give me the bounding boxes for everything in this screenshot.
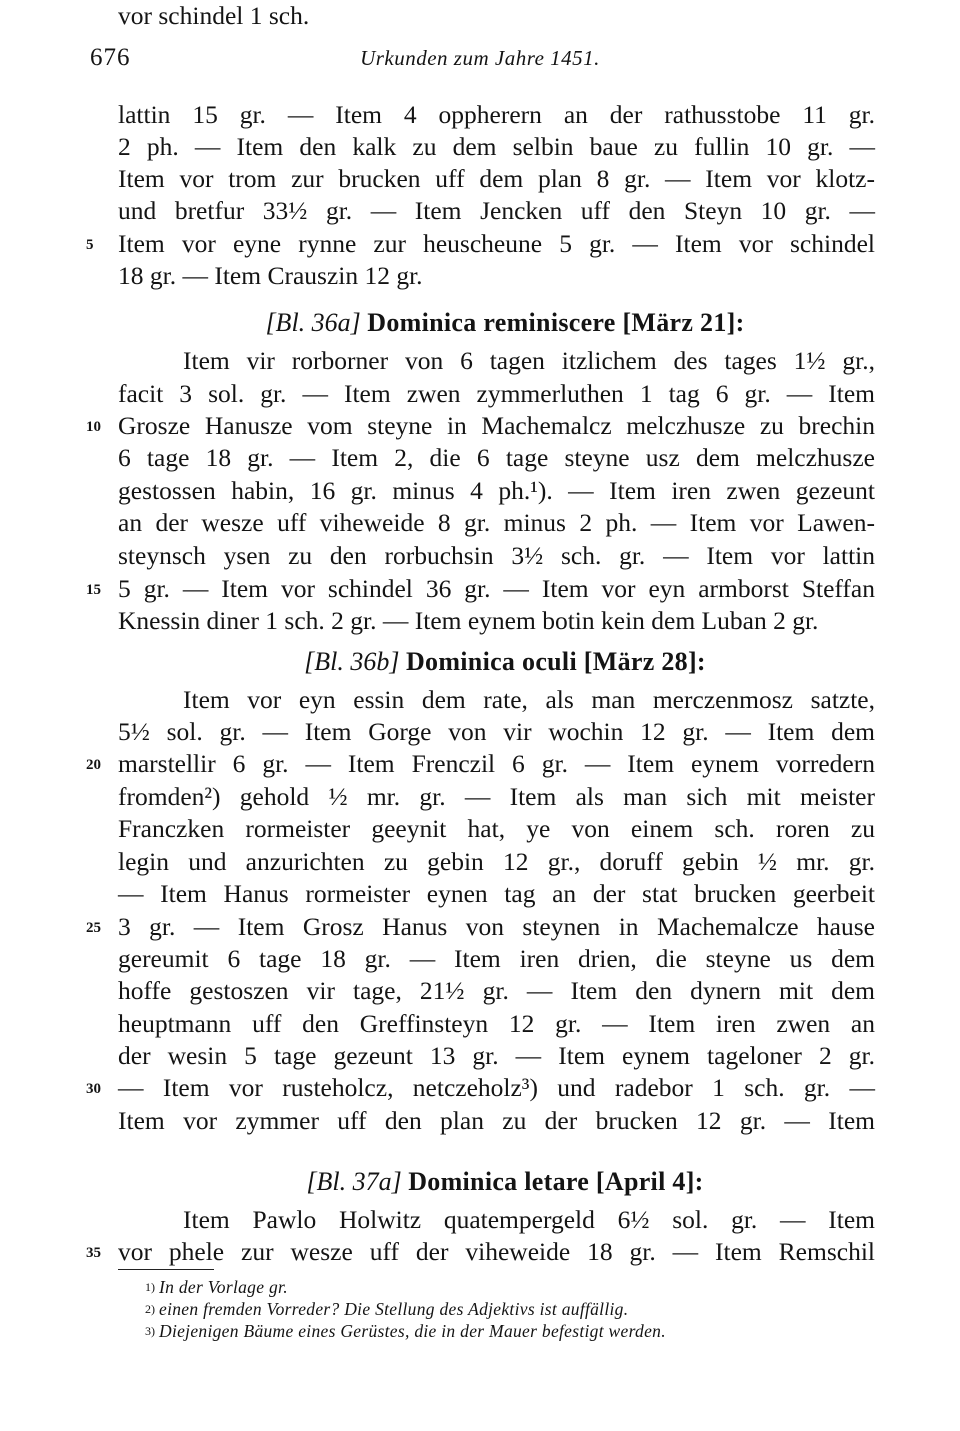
text-line: gereumit 6 tage 18 gr. — Item iren drien, die steyne us dem: [118, 944, 875, 973]
text-line: 5½ sol. gr. — Item Gorge von vir wochin 12 gr. — Item dem: [118, 717, 875, 746]
text-line: und bretfur 33½ gr. — Item Jencken uff den Steyn 10 gr. —: [118, 196, 875, 225]
text-line: 2 ph. — Item den kalk zu dem selbin baue zu fullin 10 gr. —: [118, 132, 875, 161]
section-title: Dominica oculi [März 28]:: [405, 647, 706, 676]
section-heading: [0, 306, 960, 340]
text-line: 6 tage 18 gr. — Item 2, die 6 tage steyne usz dem melczhusze: [118, 443, 875, 472]
text-line: Item vor zymmer uff den plan zu der brucken 12 gr. — Item: [118, 1106, 875, 1135]
section-heading: [0, 1165, 960, 1199]
text-line: Item Pawlo Holwitz quatempergeld 6½ sol. gr. — Item: [183, 1205, 875, 1234]
footnote: [145, 1320, 666, 1342]
text-line: der wesin 5 tage gezeunt 13 gr. — Item eynem tageloner 2 gr.: [118, 1041, 875, 1070]
footnote-text: Diejenigen Bäume eines Gerüstes, die in der Mauer befestigt werden.: [159, 1321, 666, 1341]
footnote-mark: 3): [145, 1324, 155, 1338]
text-line: hoffe gestoszen vir tage, 21½ gr. — Item den dynern mit dem: [118, 976, 875, 1005]
running-head: Urkunden zum Jahre 1451.: [360, 46, 600, 70]
text-line: Grosze Hanusze vom steyne in Machemalcz melczhusze zu brechin: [118, 411, 875, 440]
text-line: facit 3 sol. gr. — Item zwen zymmerluthen 1 tag 6 gr. — Item: [118, 379, 875, 408]
line-number: 10: [86, 419, 101, 435]
text-line: — Item Hanus rormeister eynen tag an der stat brucken geerbeit: [118, 879, 875, 908]
line-number: 5: [86, 237, 94, 253]
footnote-mark: 1): [145, 1280, 155, 1294]
text-line: Knessin diner 1 sch. 2 gr. — Item eynem botin kein dem Luban 2 gr.: [118, 606, 819, 635]
text-line: an der wesze uff viheweide 8 gr. minus 2 ph. — Item vor Lawen-: [118, 508, 875, 537]
text-line: legin und anzurichten zu gebin 12 gr., doruff gebin ½ mr. gr.: [118, 847, 875, 876]
folio-reference: [Bl. 36b]: [304, 647, 400, 676]
page-number: 676: [90, 44, 131, 71]
footnote-rule: [118, 1269, 214, 1270]
text-line: 5 gr. — Item vor schindel 36 gr. — Item vor eyn armborst Steffan: [118, 574, 875, 603]
text-line: Franczken rormeister geeynit hat, ye von einem sch. roren zu: [118, 814, 875, 843]
text-line: Item vor trom zur brucken uff dem plan 8 gr. — Item vor klotz-: [118, 164, 875, 193]
text-line: steynsch ysen zu den rorbuchsin 3½ sch. gr. — Item vor lattin: [118, 541, 875, 570]
text-line: Item vir rorborner von 6 tagen itzlichem des tages 1½ gr.,: [183, 346, 875, 375]
folio-reference: [Bl. 36a]: [265, 308, 361, 337]
folio-reference: [Bl. 37a]: [306, 1167, 402, 1196]
text-line: marstellir 6 gr. — Item Frenczil 6 gr. — Item eynem vorredern: [118, 749, 875, 778]
section-title: Dominica letare [April 4]:: [408, 1167, 704, 1196]
line-number: 35: [86, 1245, 101, 1261]
footnote-mark: 2): [145, 1302, 155, 1316]
line-number: 15: [86, 582, 101, 598]
footnote: [145, 1276, 288, 1298]
footnote-text: einen fremden Vorreder? Die Stellung des Adjektivs ist auffällig.: [159, 1299, 629, 1319]
text-line: — Item vor rusteholcz, netczeholz³) und radebor 1 sch. gr. —: [118, 1073, 875, 1102]
section-title: Dominica reminiscere [März 21]:: [367, 308, 745, 337]
line-number: 30: [86, 1081, 101, 1097]
text-line: vor schindel 1 sch.: [118, 1, 310, 30]
text-line: vor phele zur wesze uff der viheweide 18 gr. — Item Remschil: [118, 1237, 875, 1266]
text-line: lattin 15 gr. — Item 4 oppherern an der rathusstobe 11 gr.: [118, 100, 875, 129]
text-line: gestossen habin, 16 gr. minus 4 ph.¹). — Item iren zwen gezeunt: [118, 476, 875, 505]
text-line: 18 gr. — Item Crauszin 12 gr.: [118, 261, 423, 290]
line-number: 25: [86, 920, 101, 936]
footnote-text: In der Vorlage gr.: [159, 1277, 288, 1297]
text-line: Item vor eyn essin dem rate, als man merczenmosz satzte,: [183, 685, 875, 714]
text-line: heuptmann uff den Greffinsteyn 12 gr. — Item iren zwen an: [118, 1009, 875, 1038]
line-number: 20: [86, 757, 101, 773]
text-line: fromden²) gehold ½ mr. gr. — Item als man sich mit meister: [118, 782, 875, 811]
text-line: Item vor eyne rynne zur heuscheune 5 gr. — Item vor schindel: [118, 229, 875, 258]
footnote: [145, 1298, 628, 1320]
section-heading: [0, 645, 960, 679]
text-line: 3 gr. — Item Grosz Hanus von steynen in Machemalcze hause: [118, 912, 875, 941]
